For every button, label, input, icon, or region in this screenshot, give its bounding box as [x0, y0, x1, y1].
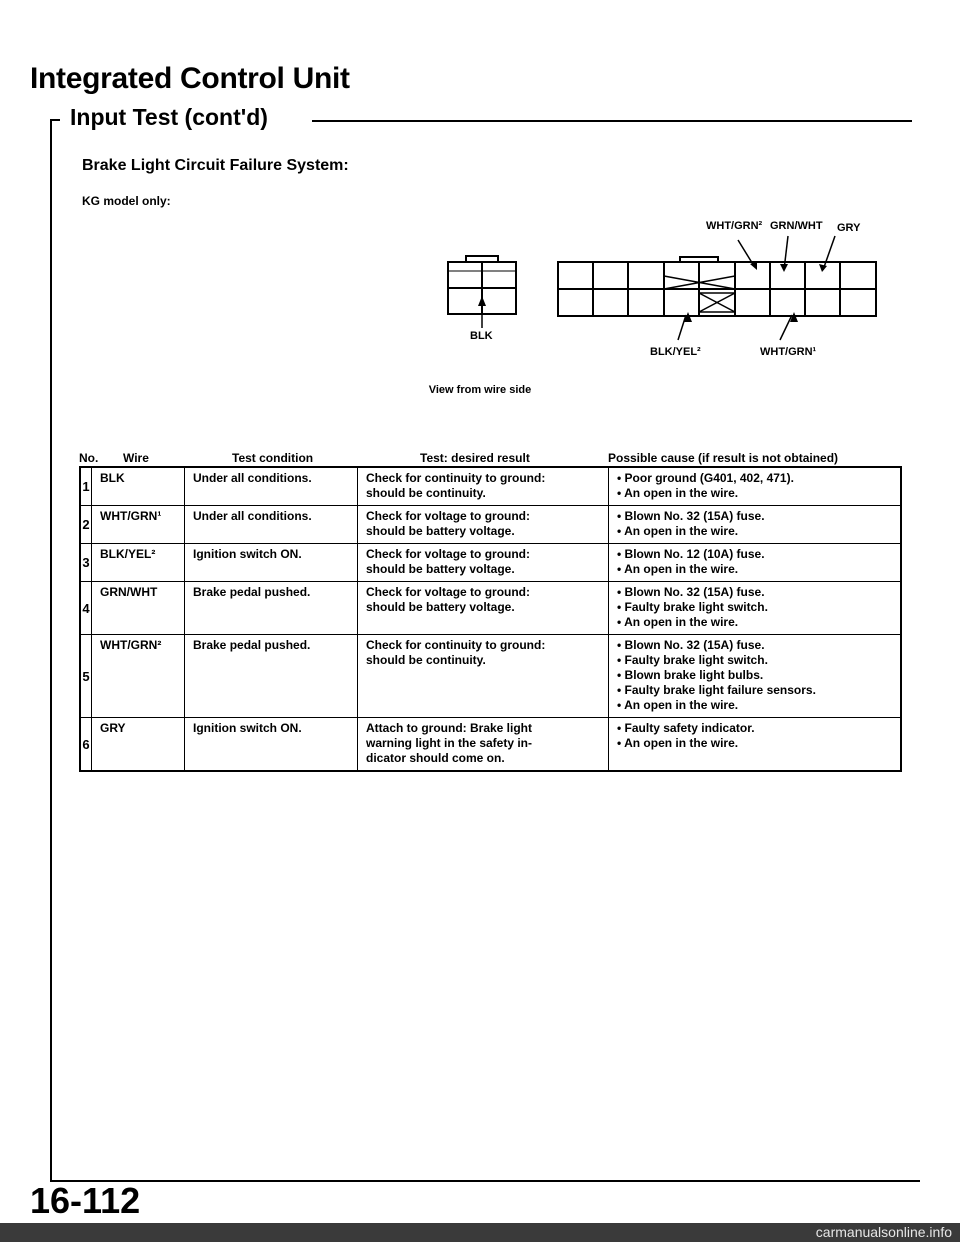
result-cell — [358, 467, 609, 506]
result-line: Check for voltage to ground: — [366, 585, 531, 599]
label-wht-grn1: WHT/GRN¹ — [760, 346, 817, 358]
result-cell — [358, 544, 609, 582]
header-rule — [312, 120, 912, 122]
result-cell — [358, 718, 609, 772]
table-body — [80, 467, 901, 771]
table-row — [80, 718, 901, 772]
arrowheads — [478, 262, 827, 322]
cause-item: • Blown brake light bulbs. — [617, 668, 764, 682]
page-number: 16-112 — [30, 1180, 141, 1221]
result-line: should be battery voltage. — [366, 524, 515, 538]
result-line: warning light in the safety in- — [366, 736, 533, 750]
row-number: 5 — [80, 635, 92, 718]
cause-item: • An open in the wire. — [617, 562, 739, 576]
table-row — [80, 544, 901, 582]
condition-cell: Brake pedal pushed. — [185, 635, 358, 718]
label-blk: BLK — [470, 330, 493, 342]
result-line: should be continuity. — [366, 486, 486, 500]
row-number: 6 — [80, 718, 92, 772]
frame-bottom-border — [50, 1180, 920, 1182]
condition-cell: Under all conditions. — [185, 467, 358, 506]
wire-cell: WHT/GRN¹ — [92, 506, 185, 544]
cause-item: • Blown No. 32 (15A) fuse. — [617, 638, 765, 652]
cause-item: • An open in the wire. — [617, 615, 739, 629]
section-title: Brake Light Circuit Failure System: — [82, 157, 349, 174]
label-blk-yel2: BLK/YEL² — [650, 346, 701, 358]
result-line: should be continuity. — [366, 653, 486, 667]
wire-cell: BLK/YEL² — [92, 544, 185, 582]
header-wire: Wire — [123, 451, 149, 465]
label-gry: GRY — [837, 222, 861, 234]
result-line: Check for continuity to ground: — [366, 471, 546, 485]
label-grn-wht: GRN/WHT — [770, 220, 823, 232]
cause-cell — [609, 582, 902, 635]
model-note: KG model only: — [82, 194, 171, 208]
cause-item: • Blown No. 32 (15A) fuse. — [617, 509, 765, 523]
table-row — [80, 582, 901, 635]
cause-cell — [609, 718, 902, 772]
condition-cell: Ignition switch ON. — [185, 718, 358, 772]
result-cell — [358, 506, 609, 544]
cause-item: • An open in the wire. — [617, 736, 739, 750]
watermark-text: carmanualsonline.info — [815, 1224, 952, 1240]
result-line: should be battery voltage. — [366, 600, 515, 614]
wire-cell: BLK — [92, 467, 185, 506]
result-line: Attach to ground: Brake light — [366, 721, 532, 735]
result-cell — [358, 582, 609, 635]
result-line: Check for continuity to ground: — [366, 638, 546, 652]
cause-item: • An open in the wire. — [617, 486, 739, 500]
leader-lines — [482, 236, 835, 340]
result-cell — [358, 635, 609, 718]
header-condition: Test condition — [232, 451, 314, 465]
cause-item: • Faulty brake light switch. — [617, 600, 768, 614]
frame-left-border — [50, 119, 52, 1181]
cause-item: • An open in the wire. — [617, 698, 739, 712]
result-line: Check for voltage to ground: — [366, 509, 531, 523]
condition-cell: Brake pedal pushed. — [185, 582, 358, 635]
cause-item: • Faulty safety indicator. — [617, 721, 755, 735]
row-number: 1 — [80, 467, 92, 506]
row-number: 4 — [80, 582, 92, 635]
result-line: dicator should come on. — [366, 751, 505, 765]
condition-cell: Ignition switch ON. — [185, 544, 358, 582]
header-cause: Possible cause (if result is not obtained) — [608, 451, 839, 465]
cause-item: • Faulty brake light switch. — [617, 653, 768, 667]
watermark — [0, 1223, 960, 1242]
cause-cell — [609, 506, 902, 544]
cause-item: • Faulty brake light failure sensors. — [617, 683, 816, 697]
table-row — [80, 506, 901, 544]
diagram-caption: View from wire side — [428, 384, 532, 396]
result-line: should be battery voltage. — [366, 562, 515, 576]
result-line: Check for voltage to ground: — [366, 547, 531, 561]
row-number: 3 — [80, 544, 92, 582]
cause-item: • Blown No. 32 (15A) fuse. — [617, 585, 765, 599]
table-row — [80, 635, 901, 718]
page-title: Integrated Control Unit — [30, 62, 350, 95]
header-result: Test: desired result — [420, 451, 530, 465]
small-connector — [448, 256, 516, 314]
cause-item: • An open in the wire. — [617, 524, 739, 538]
wire-cell: GRY — [92, 718, 185, 772]
header-no: No. — [79, 451, 99, 465]
wire-cell: WHT/GRN² — [92, 635, 185, 718]
cause-cell — [609, 467, 902, 506]
condition-cell: Under all conditions. — [185, 506, 358, 544]
cause-cell — [609, 544, 902, 582]
cause-item: • Poor ground (G401, 402, 471). — [617, 471, 794, 485]
row-number: 2 — [80, 506, 92, 544]
large-connector — [558, 257, 876, 316]
section-subtitle: Input Test (cont'd) — [70, 104, 268, 130]
table-row — [80, 467, 901, 506]
cause-cell — [609, 635, 902, 718]
label-wht-grn2: WHT/GRN² — [706, 220, 763, 232]
input-test-table — [79, 466, 902, 772]
wire-cell: GRN/WHT — [92, 582, 185, 635]
cause-item: • Blown No. 12 (10A) fuse. — [617, 547, 765, 561]
